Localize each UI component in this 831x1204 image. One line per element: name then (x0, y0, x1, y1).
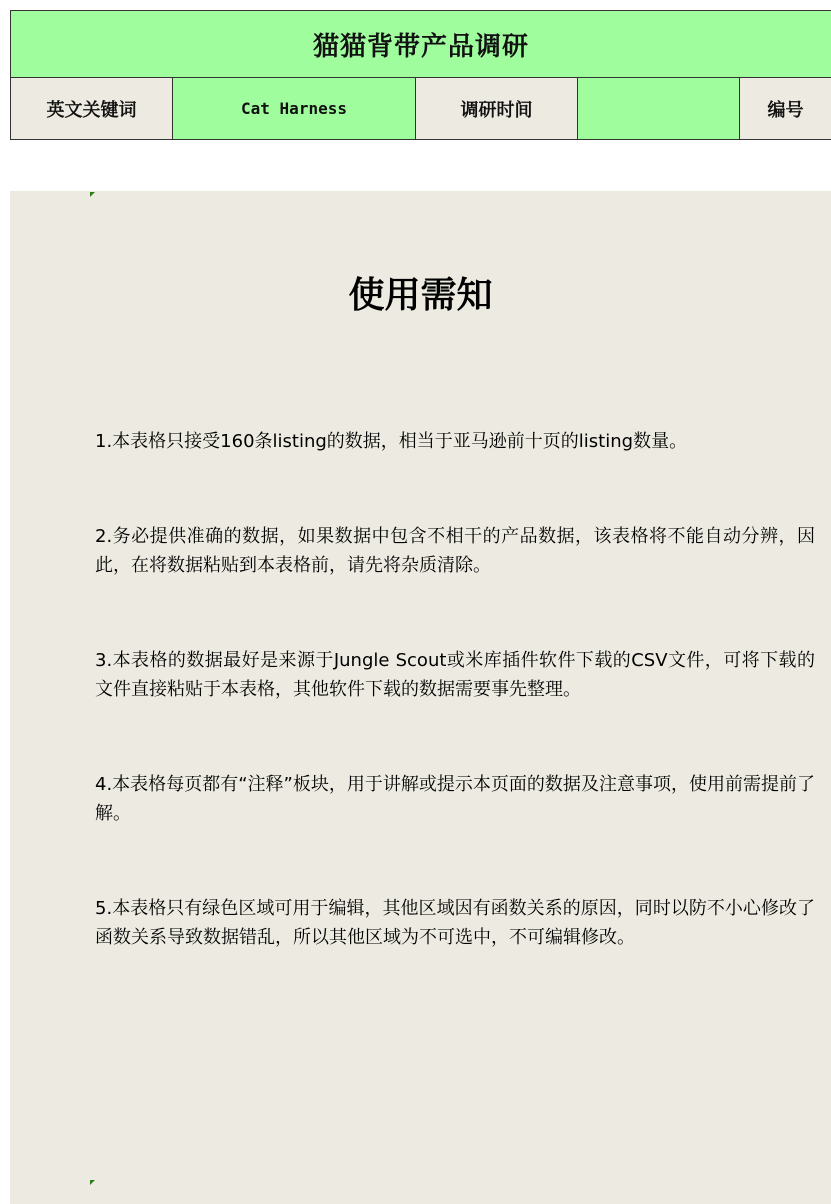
research-time-label: 调研时间 (416, 78, 578, 140)
keyword-value-cell[interactable]: Cat Harness (173, 78, 416, 140)
usage-notice-panel (10, 191, 831, 1204)
research-header-table (10, 10, 831, 140)
comment-indicator-bottom (90, 1180, 95, 1185)
number-label: 编号 (740, 78, 831, 140)
notice-item: 5.本表格只有绿色区域可用于编辑，其他区域因有函数关系的原因，同时以防不小心修改了函数关系导致数据错乱，所以其他区域为不可选中，不可编辑修改。 (95, 898, 815, 948)
notice-item: 3.本表格的数据最好是来源于Jungle Scout或米库插件软件下载的CSV文件，可将下载的文件直接粘贴于本表格，其他软件下载的数据需要事先整理。 (95, 650, 815, 700)
keyword-label: 英文关键词 (11, 78, 173, 140)
research-time-value-cell[interactable] (578, 78, 740, 140)
notice-item: 1.本表格只接受160条listing的数据，相当于亚马逊前十页的listing数量。 (95, 431, 688, 452)
notice-item: 4.本表格每页都有“注释”板块，用于讲解或提示本页面的数据及注意事项，使用前需提前了解。 (95, 774, 815, 824)
notice-item: 2.务必提供准确的数据，如果数据中包含不相干的产品数据，该表格将不能自动分辨，因此，在将数据粘贴到本表格前，请先将杂质清除。 (95, 526, 815, 576)
research-title: 猫猫背带产品调研 (11, 11, 831, 78)
comment-indicator-top (90, 192, 95, 197)
notice-list (95, 427, 815, 1018)
notice-title: 使用需知 (348, 275, 493, 316)
